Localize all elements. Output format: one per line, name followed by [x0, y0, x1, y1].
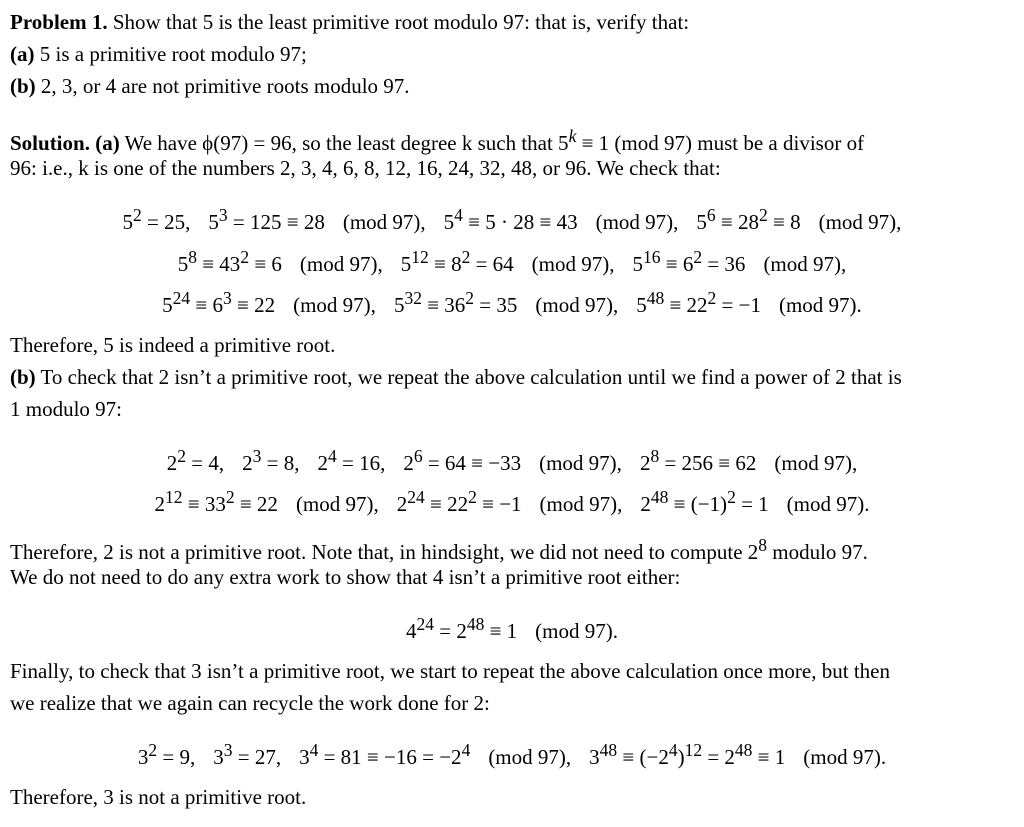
- problem-heading: Problem 1.: [10, 10, 108, 34]
- conclusion-2-line-1: Therefore, 2 is not a primitive root. Note that, in hindsight, we did not need to compute $2^8$ modulo 97.: [10, 535, 868, 564]
- solution-line-1: Solution. (a) We have ϕ(97) = 96, so the least degree k such that $5^k \equiv 1$ (mod 97) must be a divisor of: [10, 126, 865, 155]
- conclusion-3: Therefore, 3 is not a primitive root.: [10, 785, 307, 809]
- four-line: We do not need to do any extra work to show that 4 isn’t a primitive root either:: [10, 565, 681, 589]
- equation-5-row-1: $5^2 = 25$, $5^3 = 125 \equiv 28$ (mod 97), $5^4 \equiv 5 \cdot 28 \equiv 43$ (mod 97), $5^6 \equiv 28^2 \equiv 8$ (mod 97),: [122, 205, 902, 234]
- part-b-line-2: 1 modulo 97:: [10, 397, 123, 421]
- three-intro-line-1: Finally, to check that 3 isn’t a primitive root, we start to repeat the above calculation once more, but then: [10, 659, 890, 683]
- equation-5-row-3: $5^{24} \equiv 6^3 \equiv 22$ (mod 97), $5^{32} \equiv 36^2 = 35$ (mod 97), $5^{48} \equiv 22^2 = -1$ (mod 97).: [162, 288, 862, 317]
- equation-2-row-1: $2^2 = 4$, $2^3 = 8$, $2^4 = 16$, $2^6 = 64 \equiv -33$ (mod 97), $2^8 = 256 \equiv 62$ (mod 97),: [166, 446, 858, 475]
- equation-5-row-2: $5^8 \equiv 43^2 \equiv 6$ (mod 97), $5^{12} \equiv 8^2 = 64$ (mod 97), $5^{16} \equiv 6^2 = 36$ (mod 97),: [177, 247, 847, 276]
- problem-part-b: (b) 2, 3, or 4 are not primitive roots modulo 97.: [10, 74, 410, 98]
- solution-heading: Solution.: [10, 131, 90, 155]
- conclusion-a: Therefore, 5 is indeed a primitive root.: [10, 333, 336, 357]
- problem-part-a: (a) 5 is a primitive root modulo 97;: [10, 42, 307, 66]
- problem-line: [10, 6, 1012, 38]
- three-intro-line-2: we realize that we again can recycle the work done for 2:: [10, 691, 490, 715]
- part-b-line-1: (b) To check that 2 isn’t a primitive root, we repeat the above calculation until we find a power of 2 that is: [10, 365, 902, 389]
- equation-4: $4^{24} = 2^{48} \equiv 1$ (mod 97).: [405, 614, 618, 643]
- solution-line-2: 96: i.e., k is one of the numbers 2, 3, 4, 6, 8, 12, 16, 24, 32, 48, or 96. We check that:: [10, 156, 721, 180]
- problem-statement: Show that 5 is the least primitive root modulo 97: that is, verify that:: [112, 10, 690, 34]
- equation-2-row-2: $2^{12} \equiv 33^2 \equiv 22$ (mod 97), $2^{24} \equiv 22^2 \equiv -1$ (mod 97), $2^{48} \equiv (-1)^2 = 1$ (mod 97).: [154, 487, 870, 516]
- equation-3: $3^2 = 9$, $3^3 = 27$, $3^4 = 81 \equiv -16 = -2^4$ (mod 97), $3^{48} \equiv (-2^4)^{12} = 2^{48} \equiv 1$ (mod 97).: [137, 740, 887, 769]
